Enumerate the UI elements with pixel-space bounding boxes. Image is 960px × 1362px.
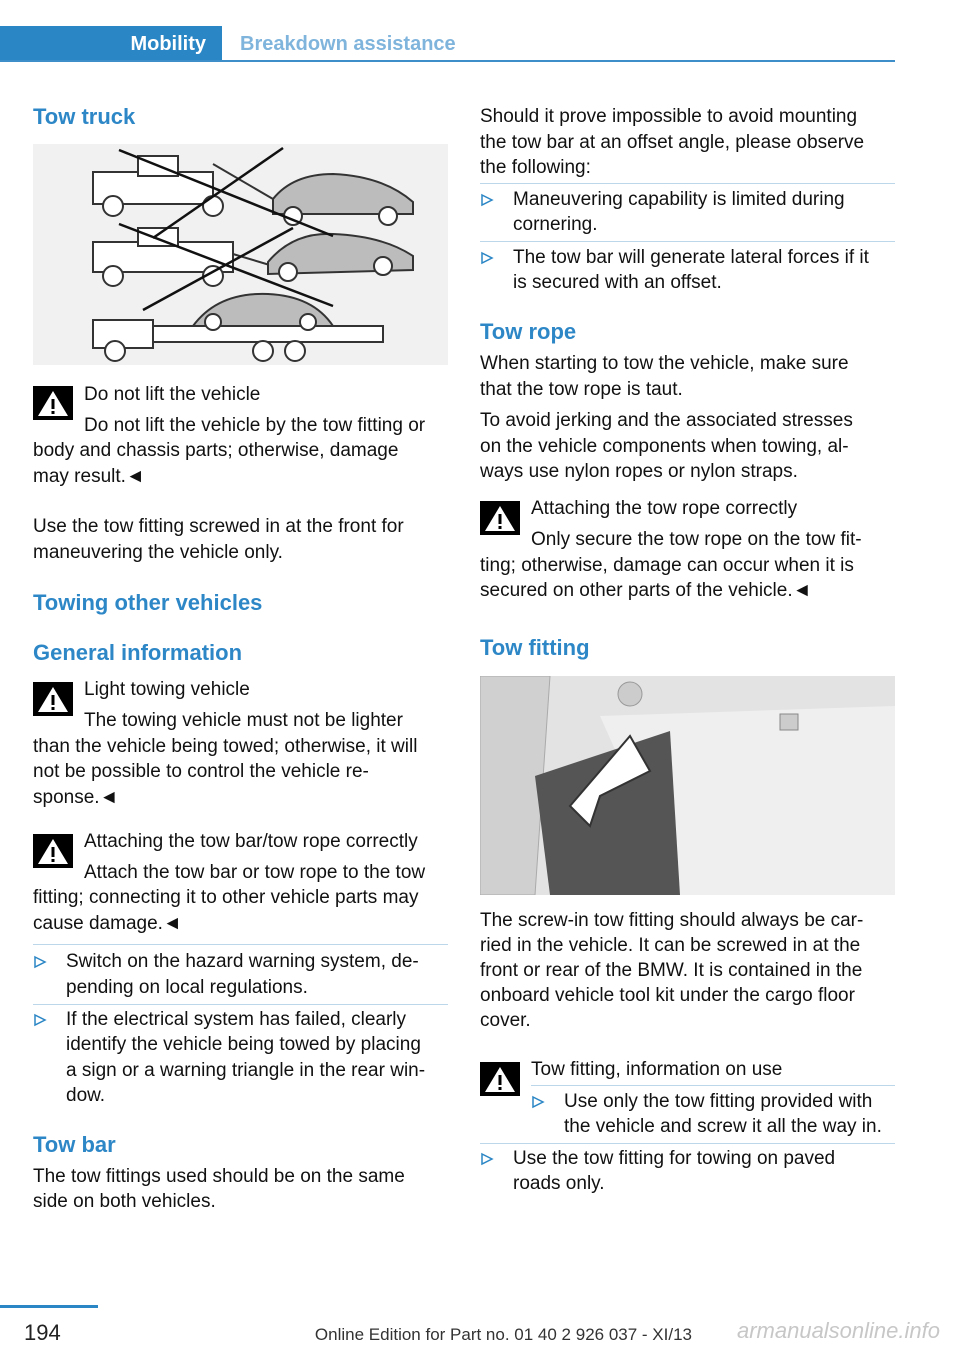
warning-lift-title: Do not lift the vehicle bbox=[84, 384, 261, 405]
list-item: cornering. bbox=[513, 214, 598, 235]
edition-text: Online Edition for Part no. 01 40 2 926 037 - XI/13 bbox=[314, 1325, 692, 1344]
warning-triangle-icon bbox=[33, 386, 73, 420]
tow-fitting-text: ried in the vehicle. It can be screwed in at the bbox=[480, 935, 861, 956]
tab-mobility[interactable] bbox=[0, 26, 222, 62]
list-item: Use the tow fitting for towing on paved bbox=[513, 1148, 836, 1169]
bullet-triangle-icon bbox=[480, 1152, 494, 1166]
tow-truck-illustration bbox=[33, 144, 448, 365]
list-item: identify the vehicle being towed by placing bbox=[66, 1034, 421, 1055]
warning-lift-text: Do not lift the vehicle by the tow fitting or bbox=[84, 415, 426, 436]
tow-bar-heading: Tow bar bbox=[33, 1132, 116, 1157]
warning-light-vehicle-text: than the vehicle being towed; otherwise, it will bbox=[33, 736, 418, 757]
tow-truck-drawing bbox=[33, 144, 448, 365]
list-item: roads only. bbox=[513, 1173, 605, 1194]
list-item: is secured with an offset. bbox=[513, 272, 722, 293]
tab-breakdown-assistance[interactable]: Breakdown assistance bbox=[240, 33, 456, 55]
tab-mobility-label: Mobility bbox=[130, 33, 206, 55]
bullet-triangle-icon bbox=[33, 1013, 47, 1027]
footer-rule bbox=[0, 1305, 98, 1308]
warning-light-vehicle-text: sponse.◄ bbox=[33, 787, 119, 808]
list-item: The tow bar will generate lateral forces if it bbox=[513, 247, 869, 268]
tow-truck-heading: Tow truck bbox=[33, 104, 136, 129]
intro-text: the following: bbox=[480, 157, 591, 178]
warning-lift-text: body and chassis parts; otherwise, damage bbox=[33, 440, 399, 461]
towing-other-vehicles-heading: Towing other vehicles bbox=[33, 590, 263, 615]
tow-fitting-photo bbox=[480, 676, 895, 895]
list-item: If the electrical system has failed, clearly bbox=[66, 1009, 407, 1030]
list-item: dow. bbox=[66, 1085, 106, 1106]
tow-fitting-text: The screw-in tow fitting should always be car‐ bbox=[480, 910, 864, 931]
tow-fitting-text: front or rear of the BMW. It is contained in the bbox=[480, 960, 863, 981]
paragraph-text: Use the tow fitting screwed in at the front for bbox=[33, 516, 404, 537]
tow-rope-heading: Tow rope bbox=[480, 319, 577, 344]
list-item: the vehicle and screw it all the way in. bbox=[564, 1116, 882, 1137]
list-item: Use only the tow fitting provided with bbox=[564, 1091, 873, 1112]
tow-rope-text: ways use nylon ropes or nylon straps. bbox=[480, 461, 798, 482]
bullet-triangle-icon bbox=[480, 193, 494, 207]
warning-light-vehicle-text: The towing vehicle must not be lighter bbox=[84, 710, 403, 731]
warning-tow-bar-text: Attach the tow bar or tow rope to the tow bbox=[84, 862, 426, 883]
list-divider bbox=[480, 1143, 895, 1144]
list-divider bbox=[480, 241, 895, 242]
tow-bar-text: The tow fittings used should be on the same bbox=[33, 1166, 405, 1187]
list-item: Switch on the hazard warning system, de‐ bbox=[66, 951, 419, 972]
list-divider bbox=[33, 944, 448, 945]
page-number: 194 bbox=[24, 1320, 61, 1345]
tow-bar-text: side on both vehicles. bbox=[33, 1191, 216, 1212]
bullet-triangle-icon bbox=[531, 1095, 545, 1109]
warning-tow-bar-text: cause damage.◄ bbox=[33, 913, 182, 934]
warning-tow-fitting-title: Tow fitting, information on use bbox=[531, 1059, 783, 1080]
paragraph-text: maneuvering the vehicle only. bbox=[33, 542, 283, 563]
tow-fitting-text: cover. bbox=[480, 1010, 531, 1031]
warning-triangle-icon bbox=[480, 1062, 520, 1096]
tow-fitting-text: onboard vehicle tool kit under the cargo floor bbox=[480, 985, 855, 1006]
warning-triangle-icon bbox=[480, 501, 520, 535]
list-divider bbox=[531, 1085, 895, 1086]
tow-rope-text: on the vehicle components when towing, al‐ bbox=[480, 436, 849, 457]
tow-rope-text: To avoid jerking and the associated stresses bbox=[480, 410, 853, 431]
warning-light-vehicle-text: not be possible to control the vehicle re‐ bbox=[33, 761, 369, 782]
warning-tow-rope-title: Attaching the tow rope correctly bbox=[531, 498, 798, 519]
general-information-heading: General information bbox=[33, 640, 243, 665]
tow-rope-text: When starting to tow the vehicle, make sure bbox=[480, 353, 849, 374]
list-item: pending on local regulations. bbox=[66, 977, 308, 998]
warning-lift-text: may result.◄ bbox=[33, 466, 145, 487]
watermark: armanualsonline.info bbox=[736, 1318, 940, 1343]
warning-tow-rope-text: ting; otherwise, damage can occur when it is bbox=[480, 555, 854, 576]
bullet-triangle-icon bbox=[480, 251, 494, 265]
list-divider bbox=[33, 1004, 448, 1005]
list-divider bbox=[480, 183, 895, 184]
header-rule bbox=[0, 60, 895, 62]
warning-triangle-icon bbox=[33, 682, 73, 716]
tow-fitting-heading: Tow fitting bbox=[480, 635, 590, 660]
warning-light-vehicle-title: Light towing vehicle bbox=[84, 679, 250, 700]
warning-tow-rope-text: secured on other parts of the vehicle.◄ bbox=[480, 580, 812, 601]
intro-text: the tow bar at an offset angle, please observe bbox=[480, 132, 865, 153]
warning-tow-rope-text: Only secure the tow rope on the tow fit‐ bbox=[531, 529, 862, 550]
list-item: Maneuvering capability is limited during bbox=[513, 189, 845, 210]
bullet-triangle-icon bbox=[33, 955, 47, 969]
warning-triangle-icon bbox=[33, 834, 73, 868]
warning-tow-bar-title: Attaching the tow bar/tow rope correctly bbox=[84, 831, 418, 852]
tow-rope-text: that the tow rope is taut. bbox=[480, 379, 683, 400]
warning-tow-bar-text: fitting; connecting it to other vehicle parts may bbox=[33, 887, 419, 908]
intro-text: Should it prove impossible to avoid mounting bbox=[480, 106, 858, 127]
cargo-area-drawing bbox=[480, 676, 895, 895]
list-item: a sign or a warning triangle in the rear win‐ bbox=[66, 1060, 426, 1081]
